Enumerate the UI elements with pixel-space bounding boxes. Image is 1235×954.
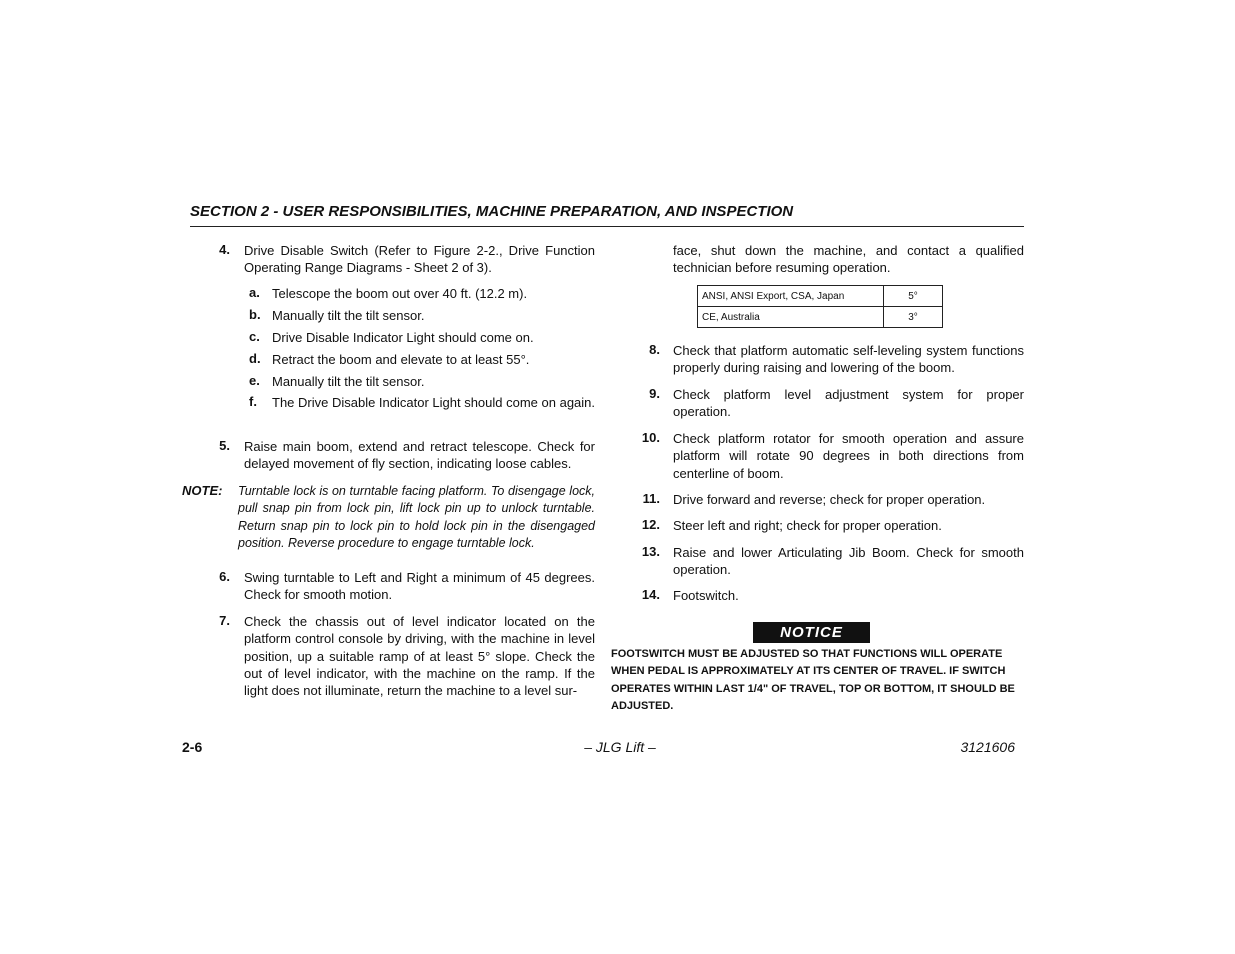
table-row (698, 307, 943, 328)
header-rule (190, 226, 1024, 227)
item-number: 5. (219, 438, 230, 453)
angle-cell: 3° (884, 307, 943, 328)
item-number: 8. (649, 342, 660, 357)
region-cell: ANSI, ANSI Export, CSA, Japan (698, 286, 884, 307)
subitem-text: Manually tilt the tilt sensor. (272, 374, 425, 389)
item-number: 12. (641, 517, 660, 532)
item-text: Drive Disable Switch (Refer to Figure 2-2., Drive Function Operating Range Diagrams - Sheet 2 of 3). (244, 243, 595, 276)
item-text: Raise main boom, extend and retract telescope. Check for delayed movement of fly section, indicating loose cables. (244, 439, 595, 472)
section-title: SECTION 2 - USER RESPONSIBILITIES, MACHINE PREPARATION, AND INSPECTION (190, 203, 794, 220)
item-text: Check platform rotator for smooth operation and assure platform will rotate 90 degrees in both directions from centerline of boom. (673, 431, 1024, 481)
item-text: Raise and lower Articulating Jib Boom. Check for smooth operation. (673, 545, 1024, 578)
subitem-label: f. (249, 394, 257, 409)
item-text: Check platform level adjustment system for proper operation. (673, 387, 1024, 420)
footer-brand: – JLG Lift – (584, 739, 656, 755)
page-number: 2-6 (182, 739, 203, 755)
subitem-text: Drive Disable Indicator Light should come on. (272, 330, 534, 345)
document-number: 3121606 (960, 739, 1015, 755)
item-number: 4. (219, 242, 230, 257)
item-number: 9. (649, 386, 660, 401)
item-text: Drive forward and reverse; check for proper operation. (673, 492, 986, 507)
subitem-text: Telescope the boom out over 40 ft. (12.2 m). (272, 286, 528, 301)
angle-cell: 5° (884, 286, 943, 307)
notice-text: FOOTSWITCH MUST BE ADJUSTED SO THAT FUNCTIONS WILL OPERATE WHEN PEDAL IS APPROXIMATELY AT ITS CENTER OF TRAVEL. IF SWITCH OPERATES WITHIN LAST 1/4" OF TRAVEL, TOP OR BOTTOM, IT SHOULD BE ADJUSTED. (611, 648, 1015, 712)
item-text: Check the chassis out of level indicator located on the platform control console by driving, with the machine in level position, up a suitable ramp of at least 5° slope. Check the out of level indicator, with the machine on the ramp. If the light does not illuminate, return the machine to a level sur- (244, 614, 595, 699)
subitem-label: c. (249, 329, 260, 344)
note-label: NOTE: (182, 483, 223, 498)
tilt-limit-table (697, 285, 943, 328)
item-number: 13. (641, 544, 660, 559)
table-row (698, 286, 943, 307)
subitem-label: a. (249, 285, 260, 300)
subitem-label: d. (249, 351, 261, 366)
subitem-label: e. (249, 373, 260, 388)
subitem-text: The Drive Disable Indicator Light should come on again. (272, 395, 596, 410)
item-number: 10. (641, 430, 660, 445)
item-text: Check that platform automatic self-leveling system functions properly during raising and lowering of the boom. (673, 343, 1024, 376)
item-number: 6. (219, 569, 230, 584)
subitem-text: Retract the boom and elevate to at least 55°. (272, 352, 530, 367)
item-number: 7. (219, 613, 230, 628)
item-text: Footswitch. (673, 588, 739, 603)
notice-badge: NOTICE (753, 622, 870, 643)
region-cell: CE, Australia (698, 307, 884, 328)
item-text: Swing turntable to Left and Right a minimum of 45 degrees. Check for smooth motion. (244, 570, 595, 603)
item-number: 14. (641, 587, 660, 602)
subitem-text: Manually tilt the tilt sensor. (272, 308, 425, 323)
item-text: Steer left and right; check for proper operation. (673, 518, 942, 533)
note-text: Turntable lock is on turntable facing platform. To disengage lock, pull snap pin from lock pin, lift lock pin up to unlock turntable. Return snap pin to lock pin to hold lock pin in the disengaged position. Reverse procedure to engage turntable lock. (238, 484, 595, 550)
continuation-text: face, shut down the machine, and contact a qualified technician before resuming operation. (673, 243, 1024, 276)
item-number: 11. (642, 491, 660, 506)
subitem-label: b. (249, 307, 261, 322)
